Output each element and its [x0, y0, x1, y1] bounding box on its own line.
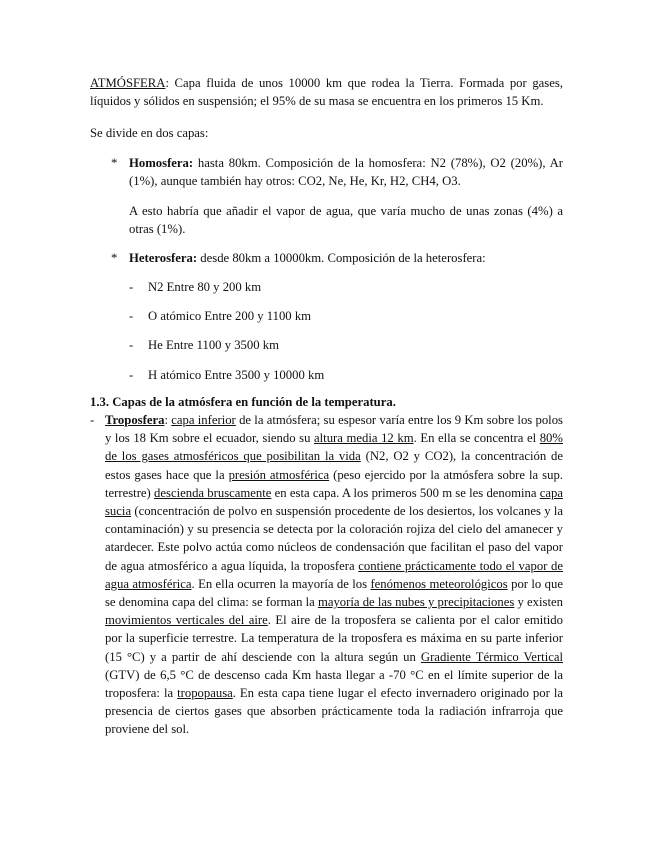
heterosfera-item-text: He Entre 1100 y 3500 km [148, 338, 279, 352]
troposfera-text: de la atmósfera; su espesor varía entre los 9 Km sobre los polos y los 18 Km sobre el ecuador, siendo su [105, 413, 563, 446]
troposfera-underlined-text: mayoría de las nubes y precipitaciones [317, 595, 515, 610]
troposfera-text: . En ella se concentra el [413, 431, 540, 446]
troposfera-text: (GTV) de 6,5 °C de descenso cada Km hasta llegar a -70 °C en el límite superior de la troposfera: la [105, 667, 563, 701]
troposfera-underlined-text: fenómenos meteorológicos [370, 576, 508, 591]
dash-marker: - [129, 338, 134, 352]
homosfera-title: Homosfera: [129, 156, 194, 170]
troposfera-text: . El aire de la troposfera se calienta por el calor emitido por la superficie terrestre. La temperatura de la troposfera es máxima en su parte inferior (15 °C) y a partir de ahí desciende con la altura según un [105, 613, 563, 664]
dash-marker: - [129, 309, 134, 323]
dash-marker: - [129, 368, 134, 382]
intro-paragraph [90, 74, 563, 110]
homosfera-note-text: A esto habría que añadir el vapor de agua, que varía mucho de unas zonas (4%) a otras (1%). [129, 204, 563, 237]
troposfera-paragraph [105, 411, 563, 739]
troposfera-underlined-text: movimientos verticales del aire [105, 613, 268, 628]
heterosfera-item-text: O atómico Entre 200 y 1100 km [148, 309, 312, 323]
troposfera-text: . En ella ocurren la mayoría de los [191, 576, 371, 591]
section-heading: 1.3. Capas de la atmósfera en función de la temperatura. [90, 395, 396, 409]
heterosfera-text: desde 80km a 10000km. Composición de la heterosfera: [197, 251, 486, 265]
troposfera-text: (concentración de polvo en suspensión procedente de los desiertos, los volcanes y la contaminación) y su presencia se detecta por la coloración rojiza del cielo del amanecer y atardecer. Este polvo actúa como núcleos de condensación que facilitan el paso del vapor de agua atmosférico a agua líquida, la troposfera [105, 504, 563, 573]
troposfera-underlined-text: presión atmosférica [228, 467, 330, 482]
troposfera-underlined-text: capa sucia [105, 485, 563, 519]
troposfera-underlined-text: altura media 12 km [314, 431, 414, 446]
troposfera-text: por lo que se denomina capa del clima: se forman la [105, 576, 563, 610]
troposfera-text: . En esta capa tiene lugar el efecto invernadero originado por la presencia de ciertos gases que absorben prácticamente toda la radiación infrarroja que proviene del sol. [105, 686, 563, 737]
troposfera-underlined-text: 80% de los gases atmosféricos que posibilitan la vida [105, 431, 563, 464]
bullet-star: * [111, 251, 118, 265]
heterosfera-title: Heterosfera: [129, 251, 198, 265]
atmosfera-term: ATMÓSFERA [90, 76, 166, 90]
troposfera-text: (N2, O2 y CO2), la concentración de estos gases hace que la [105, 449, 563, 482]
troposfera-dash: - [90, 413, 95, 427]
troposfera-text: (peso ejercido por la atmósfera sobre la sup. terrestre) [105, 467, 563, 500]
troposfera-underlined-text: Troposfera [105, 413, 165, 427]
troposfera-text: y existen [514, 595, 563, 610]
troposfera-underlined-text: Gradiente Térmico Vertical [420, 649, 564, 664]
intro-text: : Capa fluida de unos 10000 km que rodea la Tierra. Formada por gases, líquidos y sólidos en suspensión; el 95% de su masa se encuentra en los primeros 15 Km. [90, 76, 563, 109]
troposfera-underlined-text: capa inferior [171, 413, 236, 427]
troposfera-text: : [164, 413, 172, 427]
troposfera-text: en esta capa. A los primeros 500 m se les denomina [271, 485, 540, 500]
dash-marker: - [129, 280, 134, 294]
heterosfera-item-text: N2 Entre 80 y 200 km [148, 280, 262, 294]
bullet-star: * [111, 156, 118, 170]
troposfera-underlined-text: tropopausa [177, 686, 233, 701]
homosfera-text: hasta 80km. Composición de la homosfera: N2 (78%), O2 (20%), Ar (1%), aunque también hay otros: CO2, Ne, He, Kr, H2, CH4, O3. [129, 156, 563, 189]
troposfera-underlined-text: contiene prácticamente todo el vapor de agua atmosférica [105, 558, 563, 591]
divide-line: Se divide en dos capas: [90, 126, 209, 140]
troposfera-underlined-text: descienda bruscamente [154, 485, 272, 500]
heterosfera-item-text: H atómico Entre 3500 y 10000 km [148, 368, 325, 382]
